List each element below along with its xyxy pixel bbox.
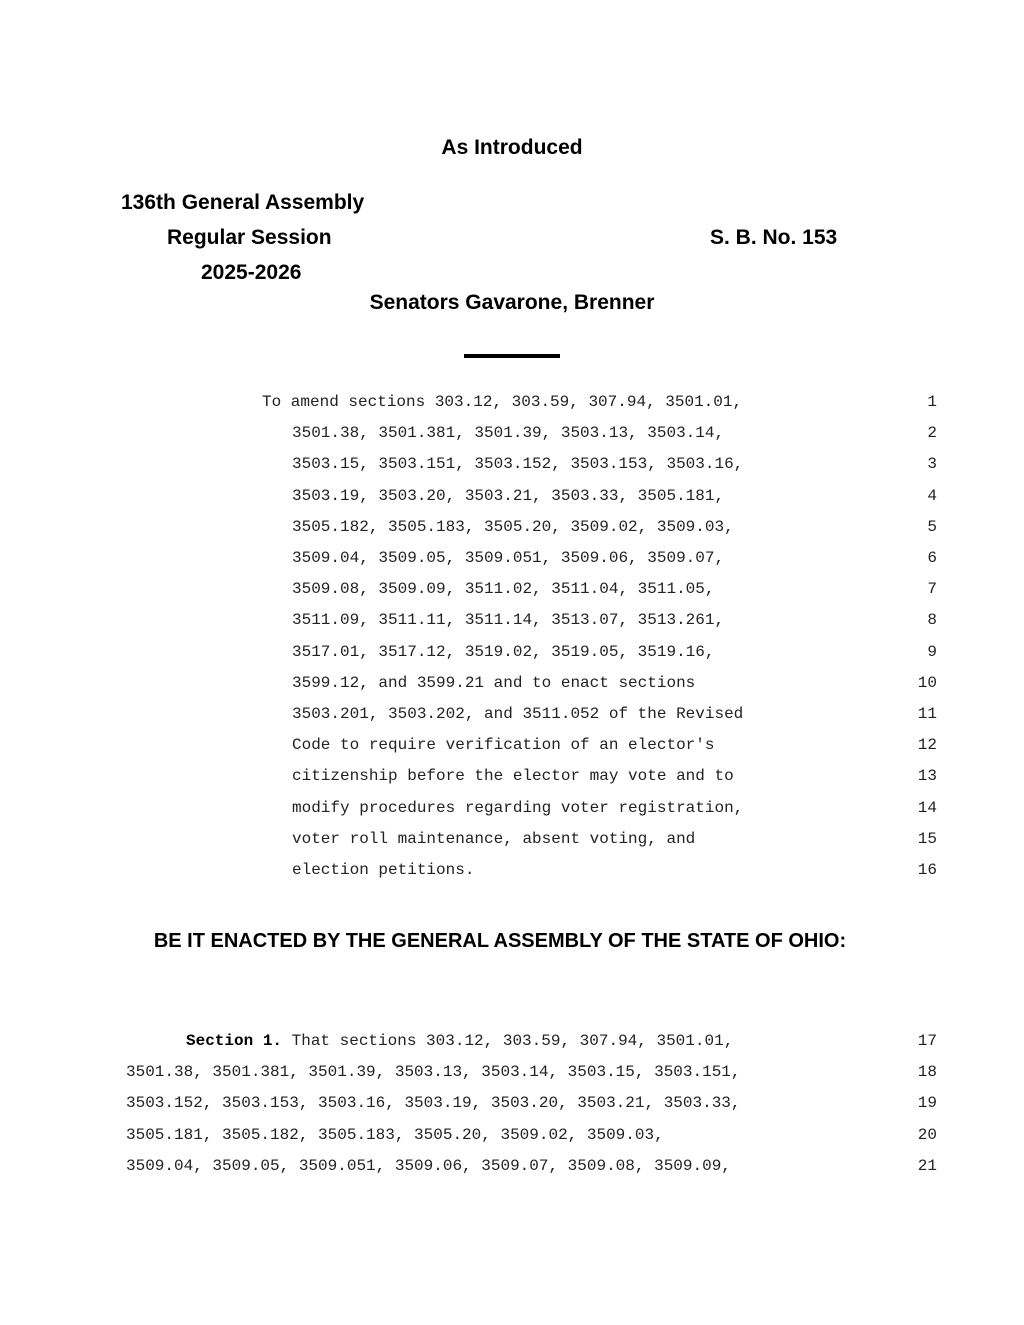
body-line: 3505.181, 3505.182, 3505.183, 3505.20, 3509.02, 3509.03,: [126, 1125, 664, 1144]
title-line: modify procedures regarding voter registration,: [292, 798, 744, 817]
line-number: 11: [917, 705, 937, 723]
title-line: voter roll maintenance, absent voting, and: [292, 829, 696, 848]
line-number: 10: [917, 673, 937, 692]
title-line: 3501.38, 3501.381, 3501.39, 3503.13, 3503.14,: [292, 424, 725, 443]
title-line: 3509.04, 3509.05, 3509.051, 3509.06, 3509.07,: [292, 549, 725, 567]
title-line: 3599.12, and 3599.21 and to enact sections: [292, 673, 696, 692]
title-line: 3505.182, 3505.183, 3505.20, 3509.02, 3509.03,: [292, 517, 734, 536]
title-line: Code to require verification of an elector's: [292, 736, 715, 755]
bill-number: S. B. No. 153: [710, 226, 838, 249]
line-number: 13: [917, 767, 937, 786]
line-number: 9: [927, 642, 937, 661]
session-years: 2025-2026: [201, 261, 302, 284]
body-line: 3501.38, 3501.381, 3501.39, 3503.13, 3503.14, 3503.15, 3503.151,: [126, 1063, 741, 1082]
line-number: 4: [927, 486, 937, 505]
title-line: 3503.19, 3503.20, 3503.21, 3503.33, 3505.181,: [292, 486, 725, 505]
section-label: Section 1.: [186, 1032, 283, 1050]
line-number: 8: [927, 611, 937, 630]
title-line: 3517.01, 3517.12, 3519.02, 3519.05, 3519.16,: [292, 642, 715, 661]
line-number: 17: [917, 1032, 937, 1050]
title-line: 3511.09, 3511.11, 3511.14, 3513.07, 3513.261,: [292, 611, 725, 630]
line-number: 18: [917, 1063, 937, 1082]
title-line: 3509.08, 3509.09, 3511.02, 3511.04, 3511.05,: [292, 580, 715, 599]
line-number: 16: [917, 861, 937, 879]
general-assembly: 136th General Assembly: [121, 191, 365, 214]
title-line: election petitions.: [292, 861, 475, 879]
title-line: citizenship before the elector may vote and to: [292, 767, 734, 786]
line-number: 5: [927, 517, 937, 536]
enacting-clause: BE IT ENACTED BY THE GENERAL ASSEMBLY OF THE STATE OF OHIO:: [153, 930, 847, 952]
line-number: 19: [917, 1094, 937, 1113]
bill-sponsors: Senators Gavarone, Brenner: [369, 291, 655, 314]
section-1-first-line: [186, 1032, 733, 1050]
title-line: 3503.15, 3503.151, 3503.152, 3503.153, 3503.16,: [292, 455, 744, 474]
line-number: 3: [927, 455, 937, 474]
body-text: That sections 303.12, 303.59, 307.94, 3501.01,: [282, 1032, 734, 1050]
header-divider: [464, 354, 560, 358]
line-number: 2: [927, 424, 937, 443]
title-line: 3503.201, 3503.202, and 3511.052 of the Revised: [292, 705, 744, 723]
line-number: 1: [927, 393, 937, 411]
line-number: 7: [927, 580, 937, 599]
line-number: 20: [917, 1125, 937, 1144]
line-number: 6: [927, 549, 937, 567]
line-number: 12: [917, 736, 937, 755]
title-line: To amend sections 303.12, 303.59, 307.94, 3501.01,: [262, 393, 743, 411]
body-line: 3503.152, 3503.153, 3503.16, 3503.19, 3503.20, 3503.21, 3503.33,: [126, 1094, 741, 1113]
line-number: 14: [917, 798, 937, 817]
line-number: 21: [917, 1156, 937, 1175]
body-line: 3509.04, 3509.05, 3509.051, 3509.06, 3509.07, 3509.08, 3509.09,: [126, 1156, 731, 1175]
session-name: Regular Session: [167, 226, 332, 249]
bill-status: As Introduced: [441, 136, 583, 159]
line-number: 15: [917, 829, 937, 848]
